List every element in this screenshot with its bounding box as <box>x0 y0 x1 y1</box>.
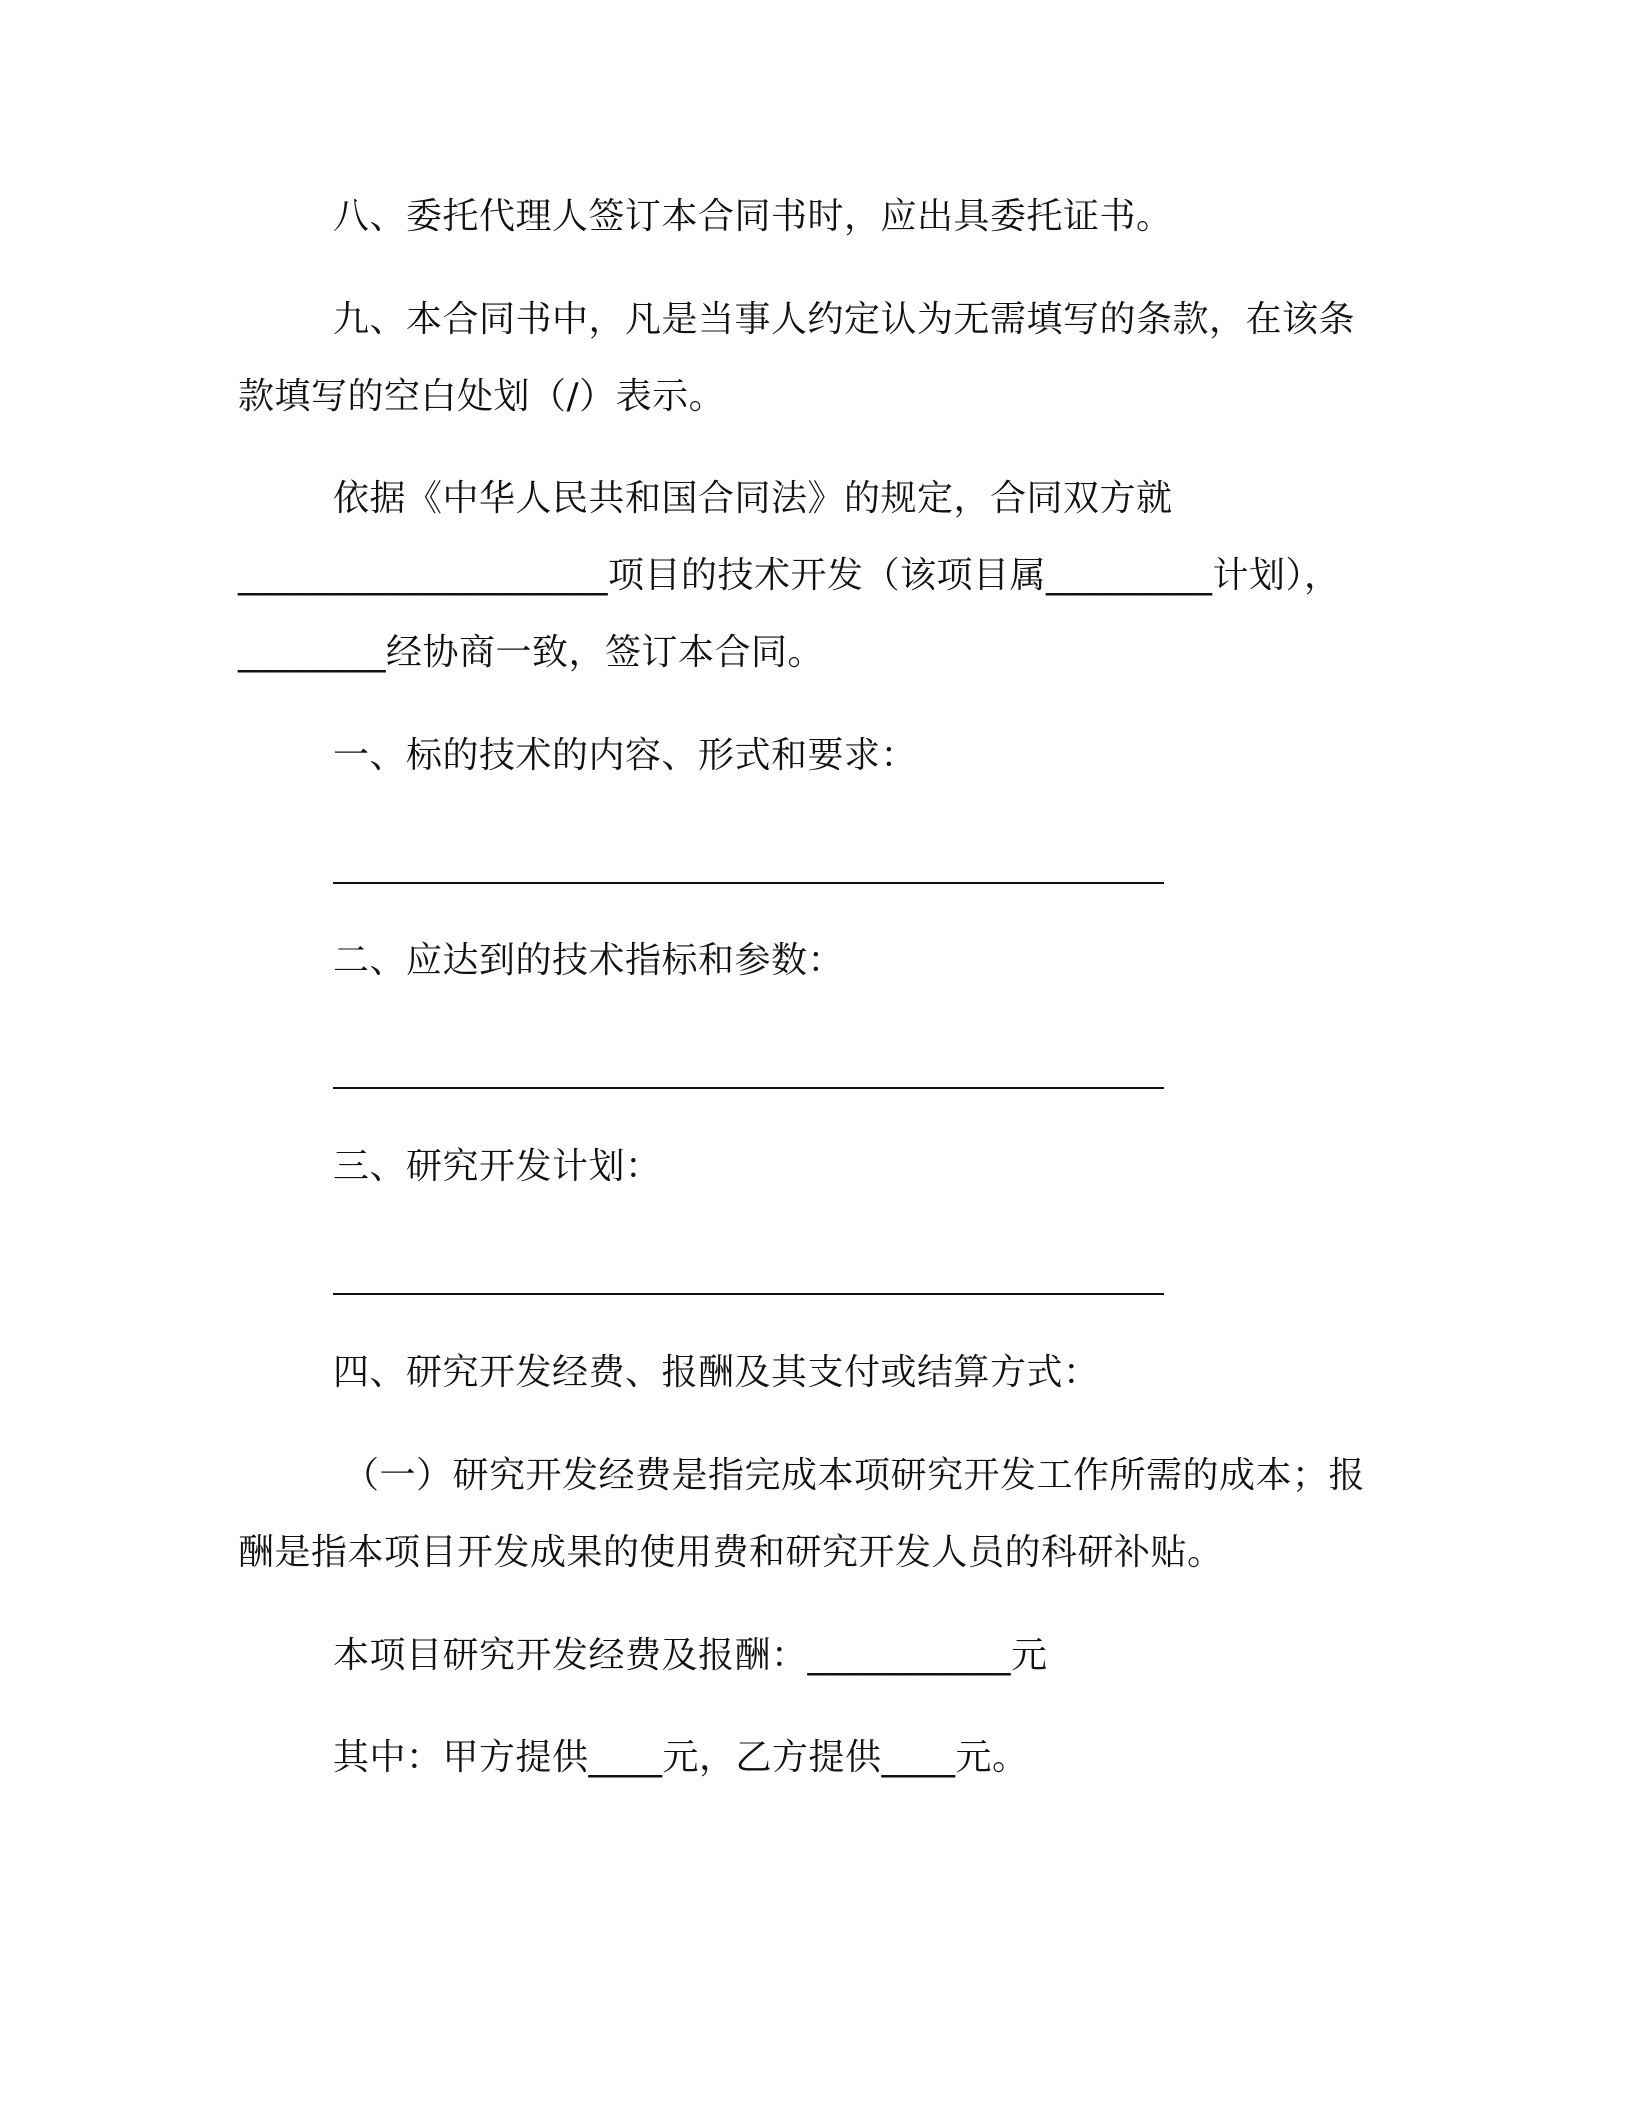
preamble-line-2: ____________________项目的技术开发（该项目属_________计划）， <box>238 555 1341 596</box>
preamble-line-1: 依据《中华人民共和国合同法》的规定，合同双方就 <box>333 478 1173 519</box>
section-2-heading: 二、应达到的技术指标和参数： <box>333 940 845 981</box>
section-4-item-1-line-2: 酬是指本项目开发成果的使用费和研究开发人员的科研补贴。 <box>238 1532 1224 1573</box>
clause-9-line-2: 款填写的空白处划（/）表示。 <box>238 376 726 417</box>
preamble-line-3: ________经协商一致，签订本合同。 <box>238 632 825 673</box>
section-1-blank-line <box>333 882 1164 884</box>
section-4-total-line: 本项目研究开发经费及报酬：___________元 <box>333 1635 1048 1676</box>
section-2-blank-line <box>333 1087 1164 1089</box>
section-4-heading: 四、研究开发经费、报酬及其支付或结算方式： <box>333 1352 1100 1393</box>
clause-9-line-1: 九、本合同书中，凡是当事人约定认为无需填写的条款，在该条 <box>333 299 1356 340</box>
clause-8: 八、委托代理人签订本合同书时，应出具委托证书。 <box>333 196 1173 237</box>
section-4-item-1-line-1: （一）研究开发经费是指完成本项研究开发工作所需的成本；报 <box>343 1455 1366 1496</box>
section-3-heading: 三、研究开发计划： <box>333 1146 662 1187</box>
section-3-blank-line <box>333 1293 1164 1295</box>
section-1-heading: 一、标的技术的内容、形式和要求： <box>333 735 918 776</box>
section-4-split-line: 其中：甲方提供____元，乙方提供____元。 <box>333 1737 1029 1778</box>
